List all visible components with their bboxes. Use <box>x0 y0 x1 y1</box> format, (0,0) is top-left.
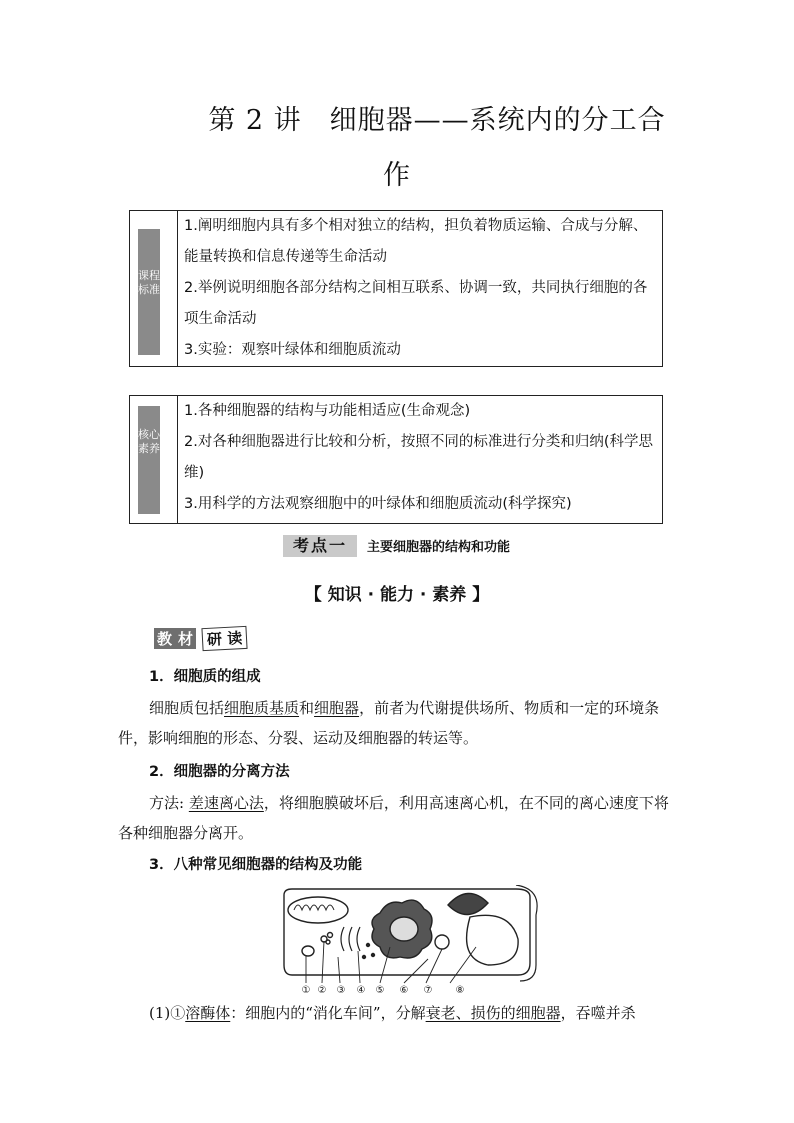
page-title: 第 2 讲 细胞器——系统内的分工合 <box>208 105 666 136</box>
curriculum-standard-box <box>129 210 663 367</box>
section-1: 1．细胞质的组成 细胞质包括细胞质基质和细胞器，前者为代谢提供场所、物质和一定的环境条件，影响细胞的形态、分裂、运动及细胞器的转运等。 <box>118 669 660 747</box>
figure-label: ⑥ <box>399 985 409 996</box>
cell-organelles-figure <box>280 885 542 997</box>
page-title-continued: 作 <box>383 160 411 191</box>
figure-label: ⑦ <box>423 985 433 996</box>
textbook-reading-badge: 教 材 研 读 <box>154 627 247 650</box>
figure-label: ③ <box>336 985 346 996</box>
figure-label: ② <box>317 985 327 996</box>
literacy-item: 1.各种细胞器的结构与功能相适应(生命观念) <box>184 403 471 419</box>
standard-item: 1.阐明细胞内具有多个相对独立的结构，担负着物质运输、合成与分解、能量转换和信息传递等生命活动 <box>184 218 648 265</box>
figure-label: ④ <box>356 985 366 996</box>
section-3: 3．八种常见细胞器的结构及功能 <box>149 857 363 873</box>
figure-label: ⑧ <box>455 985 465 996</box>
core-literacy-box <box>129 395 663 524</box>
exam-point-header <box>283 535 510 557</box>
section-heading: 【 知识 · 能力 · 素养 】 <box>304 585 490 605</box>
section-4: (1)①溶酶体：细胞内的“消化车间”，分解衰老、损伤的细胞器，吞噬并杀 <box>149 1004 636 1022</box>
figure-label: ⑤ <box>375 985 385 996</box>
core-literacy-tag: 核心素养 <box>138 406 160 514</box>
curriculum-standard-tag: 课程标准 <box>138 229 160 355</box>
standard-item: 3.实验：观察叶绿体和细胞质流动 <box>184 342 401 358</box>
literacy-item: 2.对各种细胞器进行比较和分析，按照不同的标准进行分类和归纳(科学思维) <box>184 434 653 481</box>
literacy-item: 3.用科学的方法观察细胞中的叶绿体和细胞质流动(科学探究) <box>184 496 572 512</box>
section-2: 2．细胞器的分离方法 方法: 差速离心法，将细胞膜破坏后，利用高速离心机，在不同的离心速度下将各种细胞器分离开。 <box>118 764 669 842</box>
exam-point-title: 主要细胞器的结构和功能 <box>367 540 511 555</box>
exam-point-label: 考点一 <box>283 535 357 557</box>
standard-item: 2.举例说明细胞各部分结构之间相互联系、协调一致，共同执行细胞的各项生命活动 <box>184 280 648 327</box>
figure-label: ① <box>301 985 311 996</box>
